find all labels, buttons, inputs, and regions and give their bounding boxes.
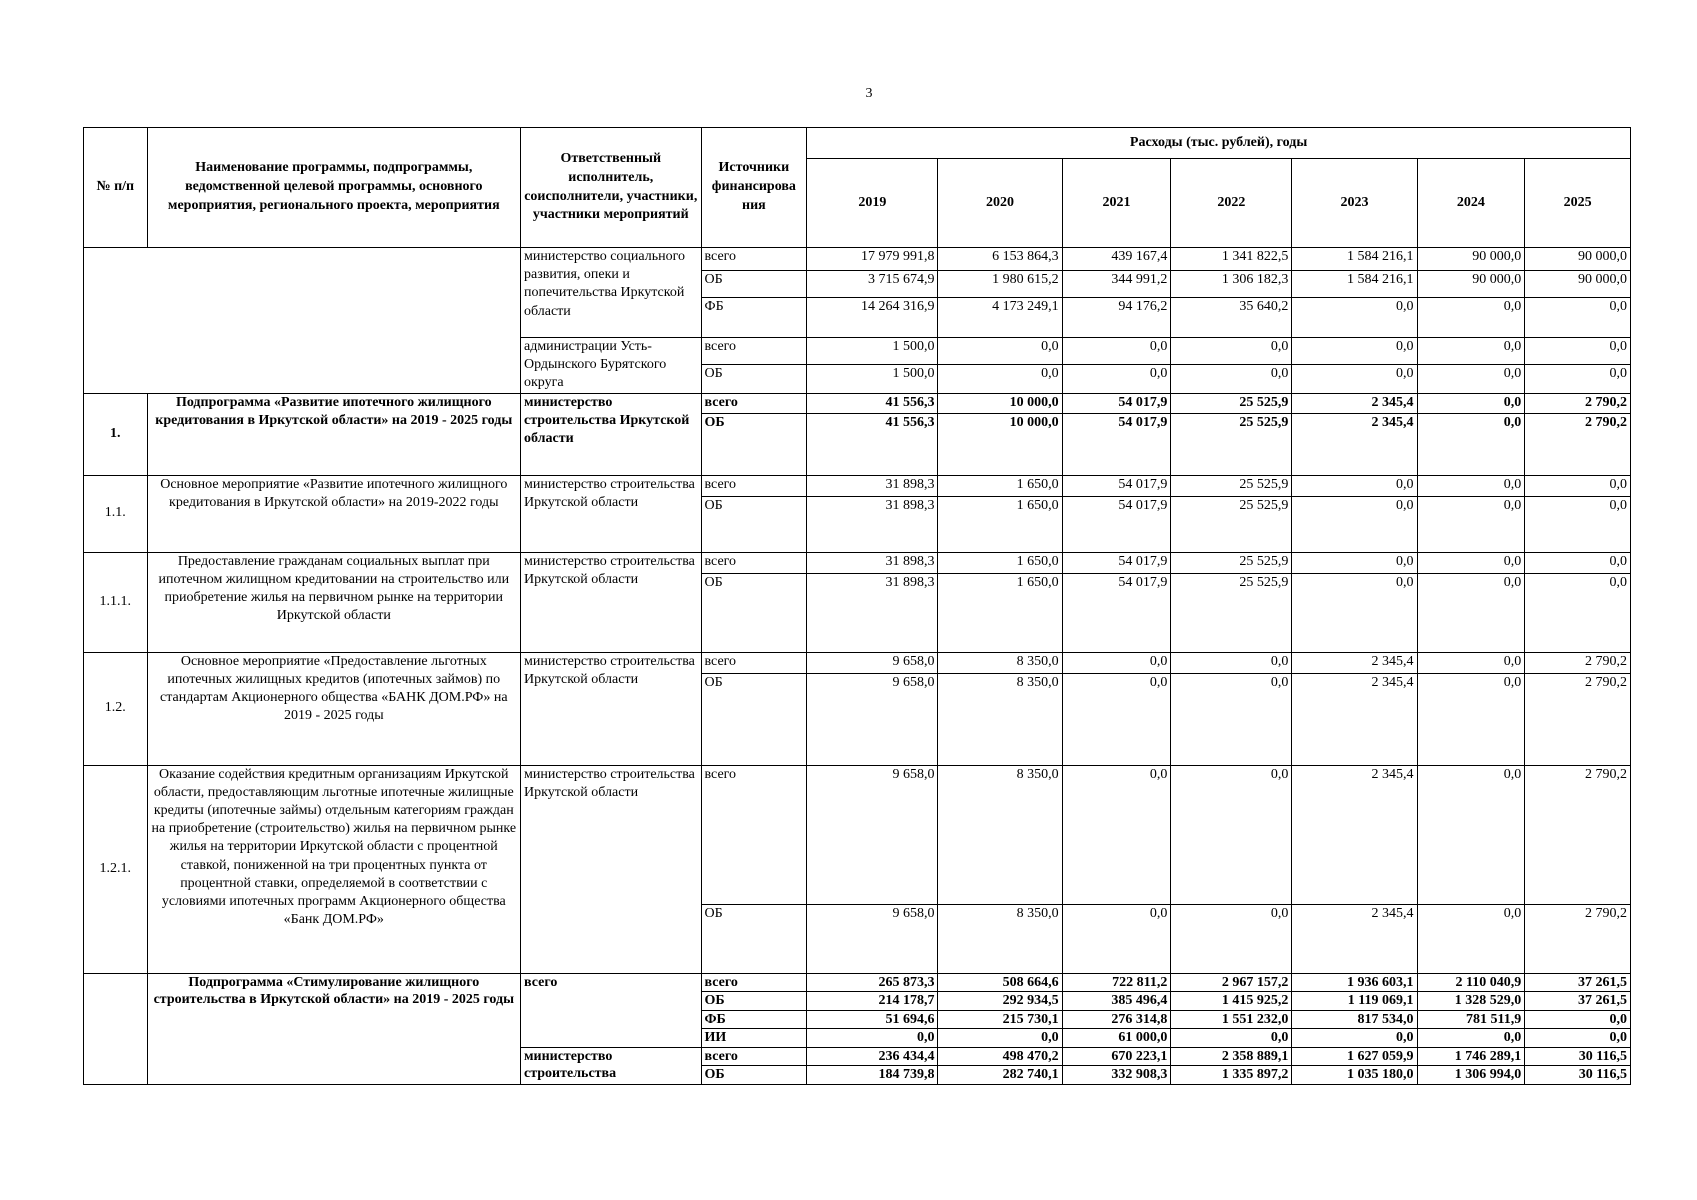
value-cell: 1 306 994,0 [1417, 1066, 1525, 1085]
value-cell: 0,0 [1417, 552, 1525, 573]
value-cell: 1 650,0 [938, 496, 1062, 552]
value-cell: 1 119 069,1 [1292, 992, 1417, 1011]
value-cell: 10 000,0 [938, 393, 1062, 413]
value-cell: 292 934,5 [938, 992, 1062, 1011]
value-cell: 214 178,7 [807, 992, 938, 1011]
value-cell: 0,0 [1292, 475, 1417, 496]
section-row [84, 552, 1631, 573]
responsible-cell: министерство социального развития, опеки и попечительства Иркутской области [520, 248, 701, 338]
value-cell: 2 967 157,2 [1171, 973, 1292, 992]
value-cell: 0,0 [1062, 904, 1171, 973]
value-cell: 0,0 [1292, 496, 1417, 552]
value-cell: 25 525,9 [1171, 413, 1292, 475]
responsible-cell: министерство строительства [520, 1047, 701, 1084]
section-row [84, 973, 1631, 992]
value-cell: 54 017,9 [1062, 413, 1171, 475]
value-cell: 41 556,3 [807, 413, 938, 475]
value-cell: 781 511,9 [1417, 1010, 1525, 1029]
source-cell: всего [701, 552, 807, 573]
value-cell: 0,0 [1525, 364, 1631, 393]
value-cell: 0,0 [1171, 652, 1292, 673]
value-cell: 0,0 [1525, 496, 1631, 552]
header-year: 2019 [807, 159, 938, 248]
value-cell: 0,0 [938, 338, 1062, 365]
value-cell: 31 898,3 [807, 475, 938, 496]
item-number: 1.1. [84, 475, 148, 552]
source-cell: всего [701, 652, 807, 673]
value-cell: 0,0 [1417, 673, 1525, 765]
value-cell: 0,0 [1525, 475, 1631, 496]
header-year: 2022 [1171, 159, 1292, 248]
value-cell: 35 640,2 [1171, 298, 1292, 338]
item-number: 1.2.1. [84, 765, 148, 973]
source-cell: всего [701, 475, 807, 496]
value-cell: 3 715 674,9 [807, 271, 938, 298]
value-cell: 31 898,3 [807, 496, 938, 552]
item-number: 1.1.1. [84, 552, 148, 652]
value-cell: 0,0 [1417, 1029, 1525, 1048]
value-cell: 1 500,0 [807, 338, 938, 365]
value-cell: 439 167,4 [1062, 248, 1171, 271]
value-cell: 4 173 249,1 [938, 298, 1062, 338]
source-cell: ОБ [701, 673, 807, 765]
source-cell: всего [701, 338, 807, 365]
value-cell: 0,0 [1417, 652, 1525, 673]
value-cell: 0,0 [938, 364, 1062, 393]
source-cell: ОБ [701, 573, 807, 652]
value-cell: 0,0 [1171, 673, 1292, 765]
value-cell: 0,0 [1525, 338, 1631, 365]
value-cell: 498 470,2 [938, 1047, 1062, 1066]
value-cell: 31 898,3 [807, 552, 938, 573]
value-cell: 0,0 [1417, 413, 1525, 475]
responsible-cell: министерство строительства Иркутской области [520, 552, 701, 652]
value-cell: 0,0 [1062, 673, 1171, 765]
value-cell: 1 650,0 [938, 573, 1062, 652]
responsible-cell: администрации Усть-Ордынского Бурятского округа [520, 338, 701, 394]
value-cell: 0,0 [938, 1029, 1062, 1048]
value-cell: 0,0 [1292, 573, 1417, 652]
value-cell: 0,0 [1292, 552, 1417, 573]
value-cell: 2 345,4 [1292, 393, 1417, 413]
header-year: 2023 [1292, 159, 1417, 248]
value-cell: 184 739,8 [807, 1066, 938, 1085]
section-row [84, 652, 1631, 673]
value-cell: 9 658,0 [807, 652, 938, 673]
value-cell: 0,0 [1417, 496, 1525, 552]
value-cell: 1 035 180,0 [1292, 1066, 1417, 1085]
source-cell: ОБ [701, 413, 807, 475]
responsible-cell: министерство строительства Иркутской области [520, 652, 701, 765]
value-cell: 8 350,0 [938, 765, 1062, 904]
value-cell: 0,0 [1417, 393, 1525, 413]
value-cell: 0,0 [1171, 1029, 1292, 1048]
value-cell: 0,0 [1062, 765, 1171, 904]
value-cell: 1 584 216,1 [1292, 248, 1417, 271]
header-year: 2024 [1417, 159, 1525, 248]
value-cell: 2 790,2 [1525, 413, 1631, 475]
value-cell: 265 873,3 [807, 973, 938, 992]
item-number: 1.2. [84, 652, 148, 765]
expenses-table [83, 127, 1631, 1085]
source-cell: всего [701, 973, 807, 992]
value-cell: 282 740,1 [938, 1066, 1062, 1085]
source-cell: ОБ [701, 904, 807, 973]
value-cell: 2 790,2 [1525, 673, 1631, 765]
value-cell: 2 790,2 [1525, 652, 1631, 673]
value-cell: 8 350,0 [938, 904, 1062, 973]
item-name: Подпрограмма «Развитие ипотечного жилищного кредитования в Иркутской области» на 2019 - 2025 годы [147, 393, 520, 475]
value-cell: 2 345,4 [1292, 765, 1417, 904]
value-cell: 1 328 529,0 [1417, 992, 1525, 1011]
value-cell: 10 000,0 [938, 413, 1062, 475]
value-cell: 0,0 [1062, 364, 1171, 393]
value-cell: 54 017,9 [1062, 573, 1171, 652]
value-cell: 0,0 [1417, 475, 1525, 496]
value-cell: 0,0 [1417, 765, 1525, 904]
value-cell: 17 979 991,8 [807, 248, 938, 271]
value-cell: 1 306 182,3 [1171, 271, 1292, 298]
value-cell: 6 153 864,3 [938, 248, 1062, 271]
value-cell: 94 176,2 [1062, 298, 1171, 338]
value-cell: 25 525,9 [1171, 393, 1292, 413]
value-cell: 41 556,3 [807, 393, 938, 413]
item-name: Подпрограмма «Стимулирование жилищного строительства в Иркутской области» на 2019 - 2025 годы [147, 973, 520, 1084]
value-cell: 2 345,4 [1292, 904, 1417, 973]
value-cell: 9 658,0 [807, 765, 938, 904]
value-cell: 61 000,0 [1062, 1029, 1171, 1048]
value-cell: 1 980 615,2 [938, 271, 1062, 298]
value-cell: 0,0 [1171, 904, 1292, 973]
value-cell: 0,0 [1292, 1029, 1417, 1048]
value-cell: 90 000,0 [1417, 271, 1525, 298]
value-cell: 0,0 [1525, 298, 1631, 338]
value-cell: 25 525,9 [1171, 552, 1292, 573]
value-cell: 2 345,4 [1292, 673, 1417, 765]
value-cell: 90 000,0 [1525, 248, 1631, 271]
value-cell: 276 314,8 [1062, 1010, 1171, 1029]
source-cell: ОБ [701, 992, 807, 1011]
responsible-cell: министерство строительства Иркутской области [520, 765, 701, 973]
value-cell: 1 650,0 [938, 552, 1062, 573]
value-cell: 1 627 059,9 [1292, 1047, 1417, 1066]
value-cell: 817 534,0 [1292, 1010, 1417, 1029]
value-cell: 25 525,9 [1171, 475, 1292, 496]
value-cell: 0,0 [1525, 552, 1631, 573]
value-cell: 0,0 [1171, 364, 1292, 393]
value-cell: 508 664,6 [938, 973, 1062, 992]
value-cell: 37 261,5 [1525, 973, 1631, 992]
value-cell: 0,0 [1062, 652, 1171, 673]
section-row [84, 475, 1631, 496]
header-year: 2025 [1525, 159, 1631, 248]
value-cell: 51 694,6 [807, 1010, 938, 1029]
value-cell: 30 116,5 [1525, 1066, 1631, 1085]
header-source: Источники финансирова ния [701, 128, 807, 248]
value-cell: 2 790,2 [1525, 393, 1631, 413]
value-cell: 14 264 316,9 [807, 298, 938, 338]
continuation-blank [84, 248, 521, 394]
header-year: 2020 [938, 159, 1062, 248]
responsible-cell: всего [520, 973, 701, 1047]
value-cell: 0,0 [1417, 298, 1525, 338]
value-cell: 0,0 [1292, 338, 1417, 365]
item-name: Основное мероприятие «Предоставление льготных ипотечных жилищных кредитов (ипотечных займов) по стандартам Акционерного общества «БАНК ДОМ.РФ» на 2019 - 2025 годы [147, 652, 520, 765]
item-number: 1. [84, 393, 148, 475]
source-cell: ОБ [701, 496, 807, 552]
header-expenses: Расходы (тыс. рублей), годы [807, 128, 1631, 159]
source-cell: ФБ [701, 298, 807, 338]
value-cell: 1 341 822,5 [1171, 248, 1292, 271]
value-cell: 31 898,3 [807, 573, 938, 652]
source-cell: ФБ [701, 1010, 807, 1029]
source-cell: ИИ [701, 1029, 807, 1048]
value-cell: 2 345,4 [1292, 413, 1417, 475]
value-cell: 1 335 897,2 [1171, 1066, 1292, 1085]
value-cell: 0,0 [1171, 765, 1292, 904]
value-cell: 0,0 [807, 1029, 938, 1048]
value-cell: 0,0 [1171, 338, 1292, 365]
item-name: Оказание содействия кредитным организациям Иркутской области, предоставляющим льготные ипотечные жилищные кредиты (ипотечные займы) отдельным категориям граждан на приобретение (строительство) жилья на первичном рынке жилья на территории Иркутской области с процентной ставкой, пониженной на три процентных пункта от процентной ставки, определяемой в соответствии с условиями ипотечных программ Акционерного общества «Банк ДОМ.РФ» [147, 765, 520, 973]
value-cell: 0,0 [1417, 573, 1525, 652]
value-cell: 0,0 [1525, 1029, 1631, 1048]
source-cell: ОБ [701, 364, 807, 393]
item-name: Предоставление гражданам социальных выплат при ипотечном жилищном кредитовании на строительство или приобретение жилья на первичном рынке на территории Иркутской области [147, 552, 520, 652]
value-cell: 54 017,9 [1062, 393, 1171, 413]
source-cell: всего [701, 1047, 807, 1066]
value-cell: 1 650,0 [938, 475, 1062, 496]
item-number [84, 973, 148, 1084]
value-cell: 1 584 216,1 [1292, 271, 1417, 298]
value-cell: 2 358 889,1 [1171, 1047, 1292, 1066]
value-cell: 9 658,0 [807, 673, 938, 765]
value-cell: 2 110 040,9 [1417, 973, 1525, 992]
header-year: 2021 [1062, 159, 1171, 248]
value-cell: 2 790,2 [1525, 765, 1631, 904]
section-row [84, 393, 1631, 413]
value-cell: 2 345,4 [1292, 652, 1417, 673]
value-cell: 0,0 [1525, 1010, 1631, 1029]
value-cell: 1 746 289,1 [1417, 1047, 1525, 1066]
value-cell: 236 434,4 [807, 1047, 938, 1066]
table-row [84, 248, 1631, 271]
value-cell: 37 261,5 [1525, 992, 1631, 1011]
value-cell: 332 908,3 [1062, 1066, 1171, 1085]
source-cell: всего [701, 248, 807, 271]
value-cell: 0,0 [1417, 364, 1525, 393]
value-cell: 90 000,0 [1525, 271, 1631, 298]
value-cell: 54 017,9 [1062, 552, 1171, 573]
value-cell: 25 525,9 [1171, 496, 1292, 552]
page-number: 3 [865, 86, 873, 101]
responsible-cell: министерство строительства Иркутской области [520, 393, 701, 475]
value-cell: 0,0 [1292, 298, 1417, 338]
value-cell: 670 223,1 [1062, 1047, 1171, 1066]
source-cell: ОБ [701, 1066, 807, 1085]
source-cell: всего [701, 765, 807, 904]
header-name: Наименование программы, подпрограммы, ведомственной целевой программы, основного мероприятия, регионального проекта, мероприятия [147, 128, 520, 248]
source-cell: ОБ [701, 271, 807, 298]
value-cell: 215 730,1 [938, 1010, 1062, 1029]
header-num: № п/п [84, 128, 148, 248]
responsible-cell: министерство строительства Иркутской области [520, 475, 701, 552]
value-cell: 30 116,5 [1525, 1047, 1631, 1066]
value-cell: 1 500,0 [807, 364, 938, 393]
value-cell: 0,0 [1292, 364, 1417, 393]
value-cell: 54 017,9 [1062, 475, 1171, 496]
value-cell: 1 936 603,1 [1292, 973, 1417, 992]
value-cell: 2 790,2 [1525, 904, 1631, 973]
value-cell: 54 017,9 [1062, 496, 1171, 552]
value-cell: 25 525,9 [1171, 573, 1292, 652]
source-cell: всего [701, 393, 807, 413]
item-name: Основное мероприятие «Развитие ипотечного жилищного кредитования в Иркутской области» на 2019-2022 годы [147, 475, 520, 552]
value-cell: 385 496,4 [1062, 992, 1171, 1011]
value-cell: 0,0 [1525, 573, 1631, 652]
value-cell: 90 000,0 [1417, 248, 1525, 271]
value-cell: 8 350,0 [938, 652, 1062, 673]
value-cell: 1 551 232,0 [1171, 1010, 1292, 1029]
value-cell: 8 350,0 [938, 673, 1062, 765]
value-cell: 0,0 [1417, 338, 1525, 365]
value-cell: 344 991,2 [1062, 271, 1171, 298]
header-responsible: Ответственный исполнитель, соисполнители, участники, участники мероприятий [520, 128, 701, 248]
value-cell: 722 811,2 [1062, 973, 1171, 992]
value-cell: 1 415 925,2 [1171, 992, 1292, 1011]
value-cell: 9 658,0 [807, 904, 938, 973]
value-cell: 0,0 [1417, 904, 1525, 973]
section-row [84, 765, 1631, 904]
value-cell: 0,0 [1062, 338, 1171, 365]
